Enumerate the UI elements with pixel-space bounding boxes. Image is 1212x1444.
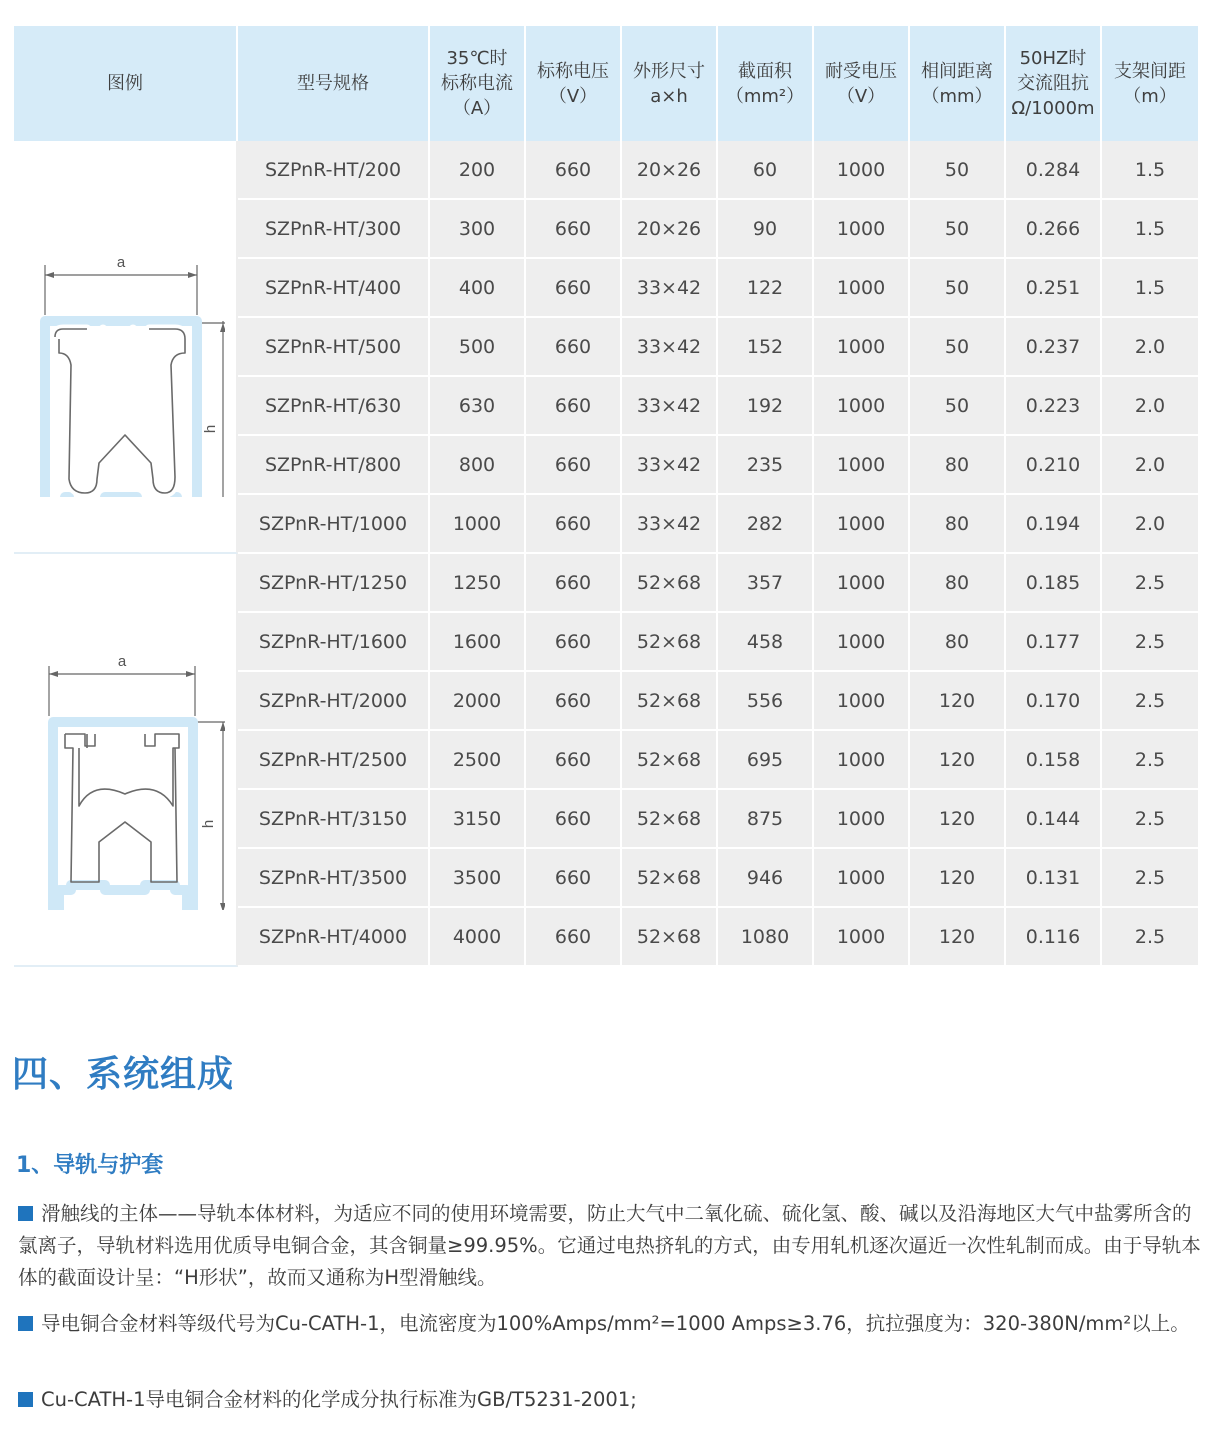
column-header — [430, 26, 526, 141]
table-cell: 0.144 — [1006, 790, 1102, 849]
table-cell: 1000 — [814, 436, 910, 495]
column-header-line: Ω/1000m — [1011, 98, 1095, 119]
spec-table — [14, 26, 1198, 967]
table-cell: 660 — [526, 495, 622, 554]
table-cell: 0.251 — [1006, 259, 1102, 318]
table-cell: 90 — [718, 200, 814, 259]
table-cell: 192 — [718, 377, 814, 436]
table-cell: 80 — [910, 495, 1006, 554]
table-cell: 875 — [718, 790, 814, 849]
table-cell: 660 — [526, 200, 622, 259]
column-header-line: （mm） — [921, 85, 993, 107]
paragraph-alloy-grade — [18, 1312, 1208, 1336]
model-cell: SZPnR-HT/300 — [238, 200, 430, 259]
table-cell: 660 — [526, 613, 622, 672]
table-cell: 2.5 — [1102, 554, 1198, 613]
column-header — [238, 26, 430, 141]
table-cell: 50 — [910, 259, 1006, 318]
model-cell: SZPnR-HT/800 — [238, 436, 430, 495]
table-cell: 33×42 — [622, 495, 718, 554]
table-cell: 2000 — [430, 672, 526, 731]
column-header — [14, 26, 238, 141]
table-cell: 660 — [526, 377, 622, 436]
table-cell: 80 — [910, 613, 1006, 672]
table-cell: 400 — [430, 259, 526, 318]
column-header-line: 截面积 — [738, 60, 792, 82]
table-cell: 235 — [718, 436, 814, 495]
table-cell: 0.170 — [1006, 672, 1102, 731]
table-cell: 3500 — [430, 849, 526, 908]
square-bullet-icon — [18, 1392, 33, 1407]
square-bullet-icon — [18, 1206, 33, 1221]
column-header — [622, 26, 718, 141]
column-header-line: 相间距离 — [921, 60, 993, 82]
table-cell: 0.237 — [1006, 318, 1102, 377]
table-cell: 2.5 — [1102, 849, 1198, 908]
table-cell: 556 — [718, 672, 814, 731]
model-cell: SZPnR-HT/2000 — [238, 672, 430, 731]
table-cell: 1000 — [814, 141, 910, 200]
table-cell: 660 — [526, 318, 622, 377]
column-header-line: （A） — [452, 98, 502, 119]
table-cell: 946 — [718, 849, 814, 908]
table-cell: 660 — [526, 554, 622, 613]
table-cell: 2.0 — [1102, 495, 1198, 554]
table-cell: 0.194 — [1006, 495, 1102, 554]
table-cell: 3150 — [430, 790, 526, 849]
model-cell: SZPnR-HT/1600 — [238, 613, 430, 672]
model-cell: SZPnR-HT/500 — [238, 318, 430, 377]
table-cell: 1.5 — [1102, 259, 1198, 318]
table-cell: 2.5 — [1102, 613, 1198, 672]
table-cell: 695 — [718, 731, 814, 790]
dimension-a-label: a — [116, 253, 126, 271]
table-cell: 120 — [910, 731, 1006, 790]
paragraph-chemical-standard — [18, 1384, 1208, 1416]
table-cell: 200 — [430, 141, 526, 200]
table-cell: 4000 — [430, 908, 526, 967]
model-cell: SZPnR-HT/1000 — [238, 495, 430, 554]
table-cell: 357 — [718, 554, 814, 613]
column-header-line: 35℃时 — [446, 48, 508, 69]
table-cell: 660 — [526, 908, 622, 967]
table-cell: 1000 — [814, 377, 910, 436]
column-header-line: 外形尺寸 — [633, 60, 705, 82]
table-cell: 52×68 — [622, 731, 718, 790]
table-cell: 0.116 — [1006, 908, 1102, 967]
table-cell: 52×68 — [622, 849, 718, 908]
table-cell: 300 — [430, 200, 526, 259]
table-cell: 1.5 — [1102, 141, 1198, 200]
table-cell: 0.210 — [1006, 436, 1102, 495]
table-cell: 2.0 — [1102, 318, 1198, 377]
table-cell: 20×26 — [622, 141, 718, 200]
table-cell: 458 — [718, 613, 814, 672]
table-cell: 1000 — [814, 259, 910, 318]
table-cell: 80 — [910, 554, 1006, 613]
table-cell: 0.185 — [1006, 554, 1102, 613]
model-cell: SZPnR-HT/3500 — [238, 849, 430, 908]
table-body — [14, 141, 1198, 967]
table-cell: 1600 — [430, 613, 526, 672]
table-cell: 1000 — [814, 790, 910, 849]
dimension-a-label: a — [117, 652, 127, 670]
table-cell: 120 — [910, 672, 1006, 731]
table-cell: 0.131 — [1006, 849, 1102, 908]
column-header — [814, 26, 910, 141]
table-cell: 660 — [526, 672, 622, 731]
table-cell: 50 — [910, 200, 1006, 259]
table-cell: 2.0 — [1102, 436, 1198, 495]
subsection-title: 1、导轨与护套 — [16, 1153, 164, 1178]
model-cell: SZPnR-HT/3150 — [238, 790, 430, 849]
table-cell: 630 — [430, 377, 526, 436]
table-cell: 50 — [910, 377, 1006, 436]
dimension-h-label: h — [202, 424, 219, 433]
column-header-line: 标称电流 — [441, 73, 513, 94]
table-cell: 0.266 — [1006, 200, 1102, 259]
table-cell: 1000 — [430, 495, 526, 554]
table-header-row — [14, 26, 1198, 141]
table-cell: 660 — [526, 731, 622, 790]
table-row — [14, 141, 1198, 200]
table-row — [14, 554, 1198, 613]
section-title: 四、系统组成 — [12, 1054, 235, 1095]
column-header-line: 支架间距 — [1114, 60, 1186, 82]
square-bullet-icon — [18, 1316, 33, 1331]
paragraph-text: 导电铜合金材料等级代号为Cu-CATH-1，电流密度为100%Amps/mm²=1000 Amps≥3.76，抗拉强度为：320-380N/mm²以上。 — [41, 1312, 1190, 1335]
column-header — [1102, 26, 1198, 141]
column-header — [910, 26, 1006, 141]
table-cell: 1080 — [718, 908, 814, 967]
column-header-line: （V） — [836, 85, 886, 107]
table-cell: 660 — [526, 849, 622, 908]
table-cell: 282 — [718, 495, 814, 554]
column-header-line: 交流阻抗 — [1017, 73, 1089, 94]
column-header-line: （mm²） — [725, 85, 805, 107]
column-header-line: 型号规格 — [297, 73, 369, 94]
table-cell: 2500 — [430, 731, 526, 790]
table-cell: 60 — [718, 141, 814, 200]
table-cell: 2.5 — [1102, 790, 1198, 849]
dimension-h-label: h — [200, 819, 217, 828]
column-header-line: a×h — [650, 85, 688, 107]
table-cell: 0.177 — [1006, 613, 1102, 672]
table-cell: 660 — [526, 141, 622, 200]
column-header-line: （V） — [548, 85, 598, 107]
paragraph-rail-material — [18, 1198, 1208, 1294]
table-cell: 2.5 — [1102, 908, 1198, 967]
table-cell: 50 — [910, 141, 1006, 200]
table-cell: 1000 — [814, 318, 910, 377]
model-cell: SZPnR-HT/200 — [238, 141, 430, 200]
table-cell: 1.5 — [1102, 200, 1198, 259]
table-cell: 0.223 — [1006, 377, 1102, 436]
column-header-line: 50HZ时 — [1019, 48, 1087, 69]
table-cell: 52×68 — [622, 554, 718, 613]
table-cell: 1000 — [814, 613, 910, 672]
table-cell: 33×42 — [622, 318, 718, 377]
table-cell: 50 — [910, 318, 1006, 377]
table-cell: 1000 — [814, 731, 910, 790]
table-cell: 0.158 — [1006, 731, 1102, 790]
small-profile-figure — [14, 141, 238, 554]
table-cell: 120 — [910, 790, 1006, 849]
model-cell: SZPnR-HT/400 — [238, 259, 430, 318]
large-profile-figure — [14, 554, 238, 967]
table-cell: 1000 — [814, 554, 910, 613]
table-cell: 33×42 — [622, 377, 718, 436]
table-cell: 1000 — [814, 908, 910, 967]
table-cell: 120 — [910, 849, 1006, 908]
large-rail-cross-section-diagram — [25, 610, 225, 910]
table-cell: 1000 — [814, 849, 910, 908]
column-header — [1006, 26, 1102, 141]
table-cell: 52×68 — [622, 672, 718, 731]
table-cell: 2.0 — [1102, 377, 1198, 436]
model-cell: SZPnR-HT/1250 — [238, 554, 430, 613]
column-header-line: 耐受电压 — [825, 60, 897, 82]
model-cell: SZPnR-HT/4000 — [238, 908, 430, 967]
table-cell: 33×42 — [622, 259, 718, 318]
table-cell: 800 — [430, 436, 526, 495]
column-header — [718, 26, 814, 141]
table-cell: 120 — [910, 908, 1006, 967]
table-cell: 1000 — [814, 200, 910, 259]
table-cell: 52×68 — [622, 613, 718, 672]
table-cell: 0.284 — [1006, 141, 1102, 200]
model-cell: SZPnR-HT/2500 — [238, 731, 430, 790]
table-cell: 660 — [526, 436, 622, 495]
table-cell: 80 — [910, 436, 1006, 495]
table-cell: 2.5 — [1102, 672, 1198, 731]
table-cell: 660 — [526, 790, 622, 849]
table-cell: 52×68 — [622, 908, 718, 967]
column-header-line: （m） — [1123, 85, 1177, 107]
table-cell: 500 — [430, 318, 526, 377]
table-cell: 152 — [718, 318, 814, 377]
table-cell: 660 — [526, 259, 622, 318]
paragraph-text: 滑触线的主体——导轨本体材料，为适应不同的使用环境需要，防止大气中二氧化硫、硫化氢、酸、碱以及沿海地区大气中盐雾所含的氯离子，导轨材料选用优质导电铜合金，其含铜量≥99.95%。它通过电热挤轧的方式，由专用轧机逐次逼近一次性轧制而成。由于导轨本体的截面设计呈：“H形状”，故而又通称为H型滑触线。 — [18, 1202, 1201, 1289]
table-cell: 33×42 — [622, 436, 718, 495]
table-cell: 20×26 — [622, 200, 718, 259]
table-cell: 122 — [718, 259, 814, 318]
table-cell: 1000 — [814, 672, 910, 731]
table-cell: 2.5 — [1102, 731, 1198, 790]
column-header-line: 标称电压 — [537, 60, 609, 82]
column-header-line: 图例 — [107, 73, 143, 94]
column-header — [526, 26, 622, 141]
table-cell: 52×68 — [622, 790, 718, 849]
table-cell: 1250 — [430, 554, 526, 613]
small-rail-cross-section-diagram — [25, 197, 225, 497]
table-cell: 1000 — [814, 495, 910, 554]
paragraph-text: Cu-CATH-1导电铜合金材料的化学成分执行标准为GB/T5231-2001; — [41, 1388, 637, 1411]
model-cell: SZPnR-HT/630 — [238, 377, 430, 436]
